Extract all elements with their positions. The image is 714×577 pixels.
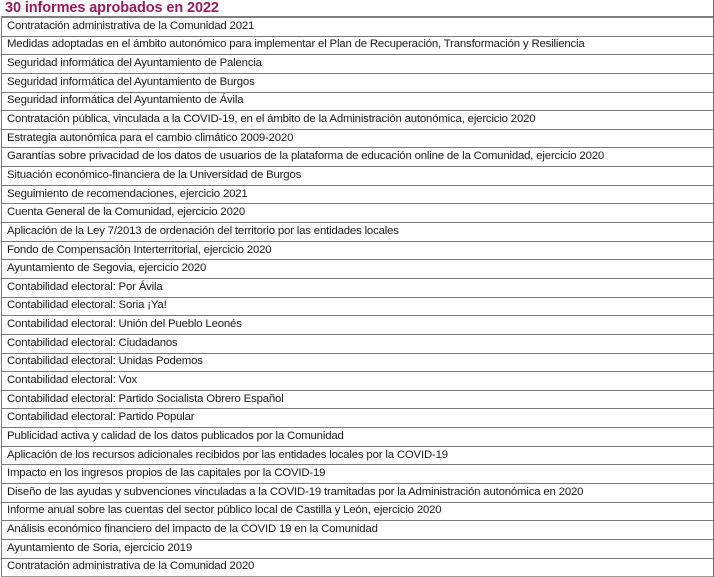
table-row[interactable] xyxy=(1,409,713,428)
report-title: Contabilidad electoral: Unión del Pueblo Leonés xyxy=(7,318,242,331)
page-title: 30 informes aprobados en 2022 xyxy=(1,0,713,18)
table-row[interactable] xyxy=(1,521,713,540)
report-title: Cuenta General de la Comunidad, ejercicio 2020 xyxy=(7,206,246,219)
table-row[interactable] xyxy=(1,559,713,577)
report-title: Medidas adoptadas en el ámbito autonómico para implementar el Plan de Recuperación, Transformación y Resiliencia xyxy=(7,38,585,51)
report-title: Contabilidad electoral: Unidas Podemos xyxy=(7,355,203,368)
report-title: Seguridad informática del Ayuntamiento de Burgos xyxy=(7,75,255,88)
table-row[interactable] xyxy=(1,465,713,484)
report-title: Seguridad informática del Ayuntamiento de Ávila xyxy=(7,94,244,107)
report-title: Contabilidad electoral: Partido Popular xyxy=(7,411,195,424)
table-row[interactable] xyxy=(1,260,713,279)
table-row[interactable] xyxy=(1,186,713,205)
table-row[interactable] xyxy=(1,37,713,56)
table-row[interactable] xyxy=(1,18,713,37)
report-title: Contabilidad electoral: Por Ávila xyxy=(7,280,163,293)
table-row[interactable] xyxy=(1,298,713,317)
table-row[interactable] xyxy=(1,111,713,130)
report-title: Contratación administrativa de la Comunidad 2021 xyxy=(7,19,255,32)
table-row[interactable] xyxy=(1,242,713,261)
table-row[interactable] xyxy=(1,204,713,223)
report-title: Aplicación de la Ley 7/2013 de ordenación del territorio por las entidades locales xyxy=(7,224,399,237)
table-row[interactable] xyxy=(1,391,713,410)
report-title: Informe anual sobre las cuentas del sector público local de Castilla y León, ejercicio 2020 xyxy=(7,504,442,517)
table-row[interactable] xyxy=(1,503,713,522)
report-title: Seguimiento de recomendaciones, ejercicio 2021 xyxy=(7,187,248,200)
table-row[interactable] xyxy=(1,447,713,466)
report-title: Contabilidad electoral: Vox xyxy=(7,374,138,386)
report-title: Publicidad activa y calidad de los datos publicados por la Comunidad xyxy=(7,429,344,442)
report-title: Estrategia autonómica para el cambio climático 2009-2020 xyxy=(7,131,294,144)
table-row[interactable] xyxy=(1,316,713,335)
report-title: Garantías sobre privacidad de los datos de usuarios de la plataforma de educación online de la Comunidad, ejercicio 2020 xyxy=(7,150,605,163)
table-row[interactable] xyxy=(1,74,713,93)
report-title: Análisis económico financiero del impacto de la COVID 19 en la Comunidad xyxy=(7,523,378,536)
reports-list xyxy=(1,18,713,577)
report-title: Situación económico-financiera de la Universidad de Burgos xyxy=(7,168,302,181)
report-title: Ayuntamiento de Segovia, ejercicio 2020 xyxy=(7,262,207,275)
table-row[interactable] xyxy=(1,167,713,186)
table-row[interactable] xyxy=(1,55,713,74)
table-row[interactable] xyxy=(1,484,713,503)
table-row[interactable] xyxy=(1,354,713,373)
report-title: Contabilidad electoral: Ciudadanos xyxy=(7,336,178,349)
table-row[interactable] xyxy=(1,130,713,149)
table-row[interactable] xyxy=(1,93,713,112)
report-title: Contratación pública, vinculada a la COVID-19, en el ámbito de la Administración autonómica, ejercicio 2020 xyxy=(7,113,536,126)
report-title: Contabilidad electoral: Partido Socialista Obrero Español xyxy=(7,392,284,405)
report-title: Seguridad informática del Ayuntamiento de Palencia xyxy=(7,57,262,70)
report-title: Aplicación de los recursos adicionales recibidos por las entidades locales por la COVID-19 xyxy=(7,448,448,461)
report-title: Diseño de las ayudas y subvenciones vinculadas a la COVID-19 tramitadas por la Administración autonómica en 2020 xyxy=(7,485,584,498)
report-title: Ayuntamiento de Soria, ejercicio 2019 xyxy=(7,541,192,554)
table-row[interactable] xyxy=(1,148,713,167)
table-row[interactable] xyxy=(1,372,713,391)
report-title: Impacto en los ingresos propios de las capitales por la COVID-19 xyxy=(7,467,326,480)
table-row[interactable] xyxy=(1,540,713,559)
report-title: Contratación administrativa de la Comunidad 2020 xyxy=(7,560,255,573)
report-title: Contabilidad electoral: Soria ¡Ya! xyxy=(7,299,167,312)
report-title: Fondo de Compensación Interterritorial, ejercicio 2020 xyxy=(7,243,272,256)
table-row[interactable] xyxy=(1,279,713,298)
table-row[interactable] xyxy=(1,223,713,242)
table-row[interactable] xyxy=(1,428,713,447)
table-row[interactable] xyxy=(1,335,713,354)
